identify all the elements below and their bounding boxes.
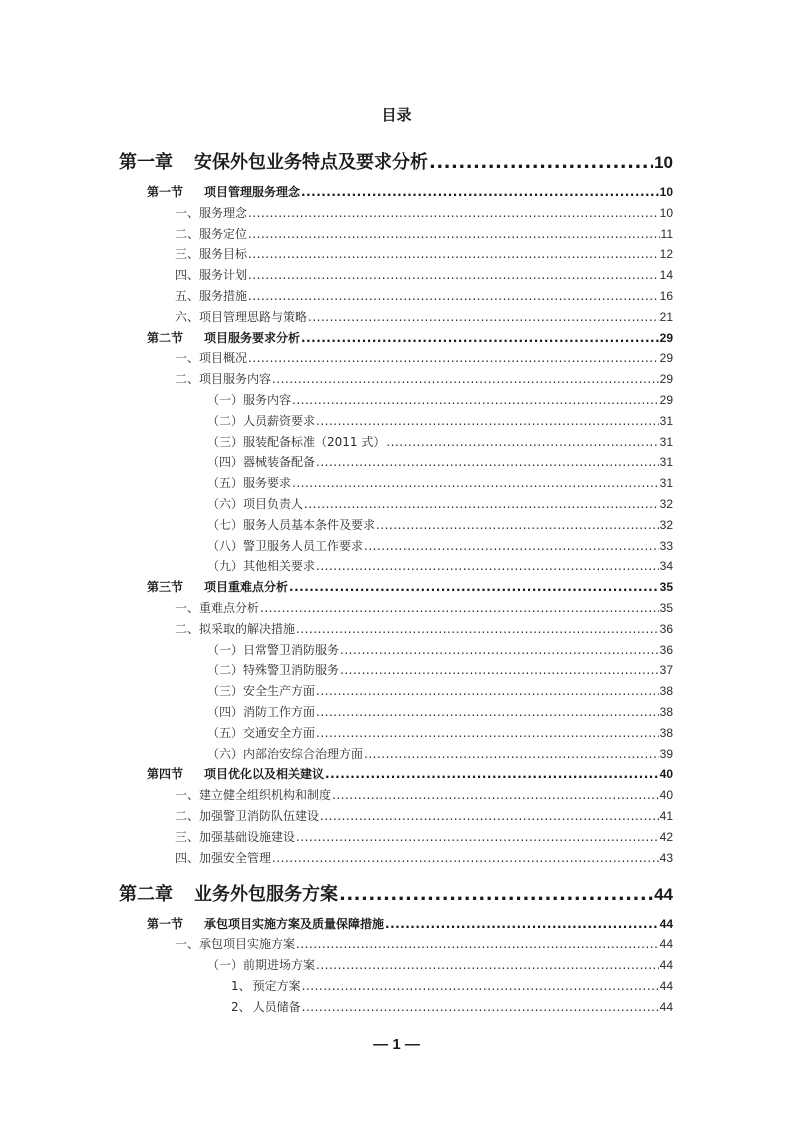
toc-entry-title: 一、承包项目实施方案 (175, 937, 296, 952)
toc-leader-dots (316, 559, 659, 573)
toc-entry-title: 预定方案 (252, 979, 301, 993)
toc-entry-page: 32 (659, 517, 673, 532)
toc-entry-page: 29 (659, 330, 673, 345)
toc-item[interactable] (119, 266, 673, 283)
toc-entry-title: 业务外包服务方案 (194, 883, 338, 905)
toc-leader-dots (316, 726, 659, 740)
toc-leader-dots (248, 227, 660, 241)
toc-leader-dots (364, 747, 659, 761)
toc-entry-page: 36 (659, 642, 673, 657)
toc-leader-dots (385, 917, 659, 931)
toc-leader-dots (272, 372, 659, 386)
toc-item[interactable] (119, 849, 673, 866)
toc-item[interactable] (119, 204, 673, 221)
toc-leader-dots (304, 497, 659, 511)
toc-leader-dots (386, 435, 658, 449)
toc-section[interactable] (119, 183, 673, 200)
toc-entry-page: 43 (659, 850, 673, 865)
toc-entry-page: 12 (659, 247, 673, 262)
toc-entry-page: 44 (659, 937, 673, 952)
toc-item[interactable] (119, 287, 673, 304)
toc-entry-page: 41 (659, 809, 673, 823)
toc-item[interactable] (119, 661, 673, 678)
toc-entry-page: 31 (659, 455, 673, 470)
toc-section[interactable] (119, 915, 673, 932)
toc-entry-page: 33 (659, 538, 673, 553)
toc-item[interactable] (119, 474, 673, 491)
toc-entry-title: 三、加强基础设施建设 (175, 829, 296, 844)
toc-item[interactable] (119, 557, 673, 574)
toc-entry-title: 六、项目管理思路与策略 (175, 309, 308, 324)
toc-entry-title: （四）消防工作方面 (207, 705, 316, 719)
toc-item[interactable] (119, 935, 673, 952)
toc-entry-title: 项目服务要求分析 (204, 330, 301, 345)
toc-entry-title: （五）服务要求 (207, 476, 292, 491)
toc-entry-title: 二、拟采取的解决措施 (175, 621, 296, 636)
toc-entry-number: 第二节 (147, 330, 184, 345)
toc-entry-page: 10 (659, 185, 673, 199)
toc-entry-title: （三）服装配备标准（2011 式） (207, 434, 386, 449)
toc-entry-title: （六）内部治安综合治理方面 (207, 746, 364, 761)
toc-leader-dots (316, 705, 659, 719)
toc-entry-title: （一）服务内容 (207, 393, 292, 407)
toc-entry-title: （九）其他相关要求 (207, 559, 316, 574)
toc-entry-page: 21 (659, 309, 673, 324)
toc-leader-dots (292, 476, 659, 490)
toc-entry-title: 二、加强警卫消防队伍建设 (175, 809, 320, 823)
toc-entry-page: 44 (659, 979, 673, 993)
toc-leader-dots (316, 958, 659, 972)
toc-entry-page: 44 (659, 999, 673, 1014)
toc-entry-title: 一、建立健全组织机构和制度 (175, 788, 332, 803)
toc-leader-dots (316, 455, 659, 469)
toc-entry-page: 29 (659, 372, 673, 387)
toc-item[interactable] (119, 786, 673, 803)
toc-entry-page: 44 (659, 958, 673, 973)
toc-entry-title: 安保外包业务特点及要求分析 (194, 152, 428, 173)
toc-entry-page: 35 (659, 601, 673, 615)
toc-item[interactable] (119, 453, 673, 470)
toc-entry-page: 32 (659, 497, 673, 511)
toc-leader-dots (248, 206, 659, 220)
toc-leader-dots (248, 268, 659, 282)
toc-entry-page: 31 (659, 434, 673, 449)
toc-entry-title: 三、服务目标 (175, 247, 248, 262)
toc-leader-dots (332, 788, 659, 802)
toc-entry-page: 35 (659, 580, 673, 595)
toc-entry-page: 44 (654, 884, 673, 904)
toc-entry-title: 项目优化以及相关建议 (204, 767, 325, 782)
toc-leader-dots (292, 393, 659, 407)
toc-entry-page: 10 (654, 153, 673, 172)
toc-entry-page: 38 (659, 705, 673, 719)
toc-entry-number: 2、 (231, 999, 251, 1014)
toc-entry-title: 二、服务定位 (175, 226, 248, 241)
toc-entry-page: 31 (659, 476, 673, 491)
toc-entry-title: （一）日常警卫消防服务 (207, 642, 340, 657)
toc-entry-title: 四、服务计划 (175, 268, 248, 283)
toc-item[interactable] (119, 495, 673, 512)
toc-leader-dots (289, 580, 659, 594)
toc-entry-title: （七）服务人员基本条件及要求 (207, 517, 376, 532)
toc-entry-number: 1、 (231, 979, 251, 993)
toc-entry-title: 一、重难点分析 (175, 601, 260, 615)
toc-item[interactable] (119, 998, 673, 1015)
toc-entry-page: 39 (659, 746, 673, 761)
toc-leader-dots (320, 809, 659, 823)
toc-entry-page: 40 (659, 788, 673, 803)
toc-entry-page: 31 (659, 413, 673, 428)
toc-leader-dots (339, 884, 653, 905)
toc-entry-page: 38 (659, 725, 673, 740)
toc-entry-title: 项目管理服务理念 (204, 185, 301, 199)
toc-item[interactable] (119, 703, 673, 720)
toc-item[interactable] (119, 956, 673, 973)
toc-item[interactable] (119, 391, 673, 408)
toc-entry-page: 14 (659, 268, 673, 283)
toc-entry-title: 四、加强安全管理 (175, 850, 272, 865)
toc-leader-dots (301, 185, 659, 199)
toc-leader-dots (248, 247, 659, 261)
toc-leader-dots (248, 351, 659, 365)
toc-entry-title: （一）前期进场方案 (207, 958, 316, 973)
toc-entry-page: 16 (659, 289, 673, 303)
toc-item[interactable] (119, 599, 673, 616)
toc-entry-page: 29 (659, 351, 673, 366)
toc-entry-page: 11 (660, 226, 673, 241)
toc-leader-dots (340, 643, 659, 657)
toc-leader-dots (429, 152, 653, 173)
toc-entry-title: （八）警卫服务人员工作要求 (207, 538, 364, 553)
toc-chapter[interactable] (119, 148, 673, 172)
toc-entry-title: （三）安全生产方面 (207, 684, 316, 699)
toc-leader-dots (308, 310, 659, 324)
toc-entry-page: 34 (659, 559, 673, 574)
toc-item[interactable] (119, 641, 673, 658)
toc-entry-title: 五、服务措施 (175, 289, 248, 303)
toc-leader-dots (296, 622, 659, 636)
toc-leader-dots (272, 851, 659, 865)
toc-item[interactable] (119, 537, 673, 554)
toc-entry-title: （五）交通安全方面 (207, 725, 316, 740)
toc-entry-page: 10 (659, 205, 673, 220)
toc-entry-number: 第一节 (147, 916, 184, 931)
toc-entry-page: 44 (659, 916, 673, 931)
toc-item[interactable] (119, 807, 673, 824)
toc-leader-dots (296, 830, 659, 844)
toc-section[interactable] (119, 765, 673, 782)
toc-item[interactable] (119, 245, 673, 262)
toc-entry-title: 人员储备 (252, 999, 301, 1014)
toc-entry-page: 36 (659, 621, 673, 636)
toc-item[interactable] (119, 516, 673, 533)
toc-item[interactable] (119, 225, 673, 242)
toc-entry-number: 第四节 (147, 767, 184, 782)
toc-item[interactable] (119, 620, 673, 637)
toc-leader-dots (302, 979, 659, 993)
toc-item[interactable] (119, 370, 673, 387)
toc-entry-number: 第一章 (119, 152, 173, 173)
toc-item[interactable] (119, 308, 673, 325)
toc-item[interactable] (119, 349, 673, 366)
toc-entry-number: 第二章 (119, 883, 173, 905)
toc-entry-page: 38 (659, 684, 673, 699)
toc-entry-title: 承包项目实施方案及质量保障措施 (204, 916, 385, 931)
toc-item[interactable] (119, 433, 673, 450)
toc-entry-title: （二）人员薪资要求 (207, 413, 316, 428)
toc-leader-dots (316, 684, 659, 698)
toc-entry-title: （四）器械装备配备 (207, 455, 316, 470)
page-number: — 1 — (373, 1036, 420, 1053)
toc-item[interactable] (119, 682, 673, 699)
toc-leader-dots (301, 331, 659, 345)
toc-entry-page: 29 (659, 393, 673, 407)
toc-entry-title: 一、项目概况 (175, 351, 248, 366)
toc-leader-dots (364, 539, 659, 553)
toc-leader-dots (325, 767, 659, 781)
toc-entry-title: 项目重难点分析 (204, 580, 289, 595)
toc-item[interactable] (119, 412, 673, 429)
toc-leader-dots (302, 1000, 659, 1014)
toc-entry-page: 42 (659, 829, 673, 844)
toc-entry-page: 40 (659, 767, 673, 782)
toc-entry-title: 二、项目服务内容 (175, 372, 272, 387)
toc-item[interactable] (119, 828, 673, 845)
toc-leader-dots (296, 937, 659, 951)
toc-leader-dots (340, 663, 659, 677)
toc-leader-dots (248, 289, 659, 303)
toc-entry-title: 一、服务理念 (175, 205, 248, 220)
toc-section[interactable] (119, 329, 673, 346)
page-title: 目录 (381, 106, 412, 124)
toc-item[interactable] (119, 745, 673, 762)
toc-entry-number: 第一节 (147, 185, 184, 199)
toc-section[interactable] (119, 578, 673, 595)
toc-entry-page: 37 (659, 663, 673, 678)
toc-entry-title: （二）特殊警卫消防服务 (207, 663, 340, 678)
toc-leader-dots (316, 414, 659, 428)
toc-leader-dots (260, 601, 659, 615)
toc-entry-title: （六）项目负责人 (207, 497, 304, 511)
toc-entry-number: 第三节 (147, 580, 184, 595)
toc-chapter[interactable] (119, 880, 673, 904)
toc-item[interactable] (119, 724, 673, 741)
toc-leader-dots (376, 518, 659, 532)
toc-item[interactable] (119, 977, 673, 994)
